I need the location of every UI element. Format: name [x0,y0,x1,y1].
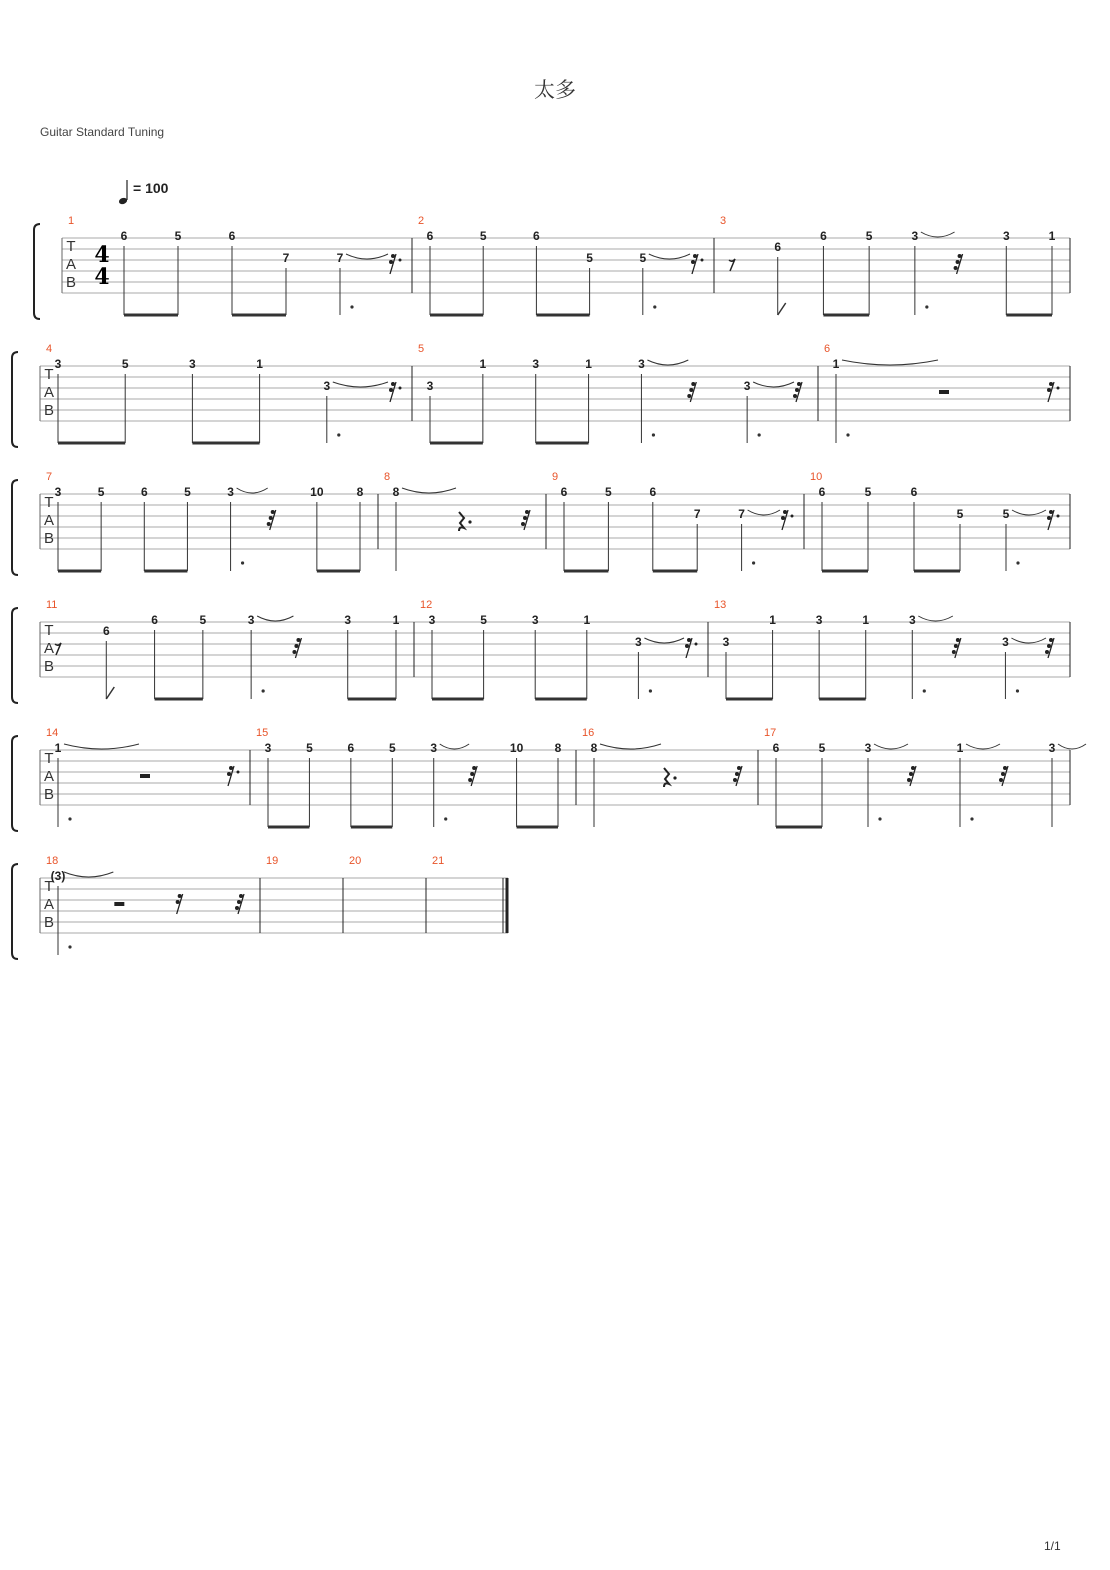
system-bracket [12,608,18,703]
duration-dot [652,433,655,436]
system-bracket [12,736,18,831]
rest-flag-dot [909,772,913,776]
tab-clef-letter: T [44,878,54,895]
fret-number: 5 [586,251,593,265]
duration-dot [878,817,881,820]
rest-flag-dot [687,394,691,398]
rest-flag-dot [952,650,956,654]
tab-clef-letter: T [44,494,54,511]
tab-clef-letter: A [43,640,55,657]
rest-flag-dot [472,766,476,770]
tie-arc [600,744,661,749]
rest-flag-dot [958,254,962,258]
fret-number: 3 [54,357,62,371]
rest-flag-dot [956,638,960,642]
tie-arc [440,744,469,749]
fret-number: 3 [743,379,751,393]
tab-clef-letter: B [43,914,55,931]
fret-number: 6 [910,485,918,499]
tie-arc [257,616,293,621]
fret-number: 1 [956,741,964,755]
rest-flag-dot [391,254,395,258]
duration-dot [1016,689,1019,692]
rest-flag-dot [292,650,296,654]
quarter-rest [459,512,464,531]
measure-number: 13 [714,599,727,611]
fret-number: 3 [635,635,642,649]
tie-arc [1011,638,1046,643]
tie-arc [874,744,908,749]
duration-dot [653,305,656,308]
duration-dot [241,561,244,564]
tab-clef-letter: B [65,274,77,291]
measure-number: 16 [582,727,595,739]
fret-number: 7 [282,251,290,265]
tuning-label: Guitar Standard Tuning [40,125,165,139]
tab-clef-letter: B [43,658,55,675]
fret-number: 5 [479,229,487,243]
rest-dot [399,259,402,262]
fret-number: 3 [864,741,872,755]
fret-number: 8 [392,485,400,499]
measure-number: 9 [552,471,559,483]
fret-number: 3 [428,613,436,627]
tab-system [34,215,1070,319]
tie-arc [918,616,953,621]
fret-number: 3 [908,613,916,627]
fret-number: 10 [310,485,324,499]
rest-flag-dot [691,260,695,264]
rest-flag-dot [1049,382,1053,386]
tab-clef-letter: B [43,530,55,547]
duration-dot [649,689,652,692]
rest-dot [695,643,698,646]
rest-dot [701,259,704,262]
fret-number: 7 [336,251,344,265]
rest-flag-dot [689,388,693,392]
rest-flag-dot [178,894,182,898]
half-rest [140,774,150,778]
rest-flag-dot [267,522,271,526]
fret-number: 3 [531,613,539,627]
rest-flag-dot [999,778,1003,782]
tab-clef-letter: A [43,384,55,401]
rest-flag-dot [691,382,695,386]
rest-flag-dot [737,766,741,770]
fret-number: 5 [121,357,129,371]
tab-clef-letter: T [44,366,54,383]
rest-flag-dot [1049,510,1053,514]
fret-number: 5 [1002,507,1010,521]
fret-number: 5 [480,613,487,627]
fret-number: 1 [1048,229,1056,243]
duration-dot [337,433,340,436]
fret-number: 3 [189,357,196,371]
fret-number: 1 [54,741,62,755]
measure-number: 18 [46,855,59,867]
fret-number: 1 [585,357,592,371]
note-flag [106,687,114,699]
duration-dot [752,561,755,564]
measure-number: 14 [46,727,59,739]
rest-flag-dot [229,766,233,770]
fret-number: 3 [815,613,823,627]
rest-flag-dot [1003,766,1007,770]
measure-number: 8 [384,471,391,483]
fret-number: 5 [174,229,182,243]
measure-number: 7 [46,471,53,483]
fret-number: 5 [956,507,964,521]
rest-flag-dot [1047,516,1051,520]
tie-arc [333,382,388,387]
fret-number: 3 [247,613,255,627]
tab-clef-letter: T [44,750,54,767]
fret-number: 3 [722,635,730,649]
fret-number: 3 [1002,635,1009,649]
tie-arc [748,510,780,515]
fret-number: 6 [120,229,128,243]
fret-number: 5 [818,741,826,755]
rest-flag-dot [1045,650,1049,654]
rest-flag-dot [271,510,275,514]
tie-arc [644,638,684,643]
rest-flag-dot [237,900,241,904]
fret-number: 3 [532,357,540,371]
fret-number: 1 [479,357,487,371]
rest-dot [1057,387,1060,390]
rest-flag-dot [1001,772,1005,776]
fret-number: 6 [774,240,782,254]
fret-number: 3 [227,485,234,499]
duration-dot [925,305,928,308]
rest-flag-dot [294,644,298,648]
fret-number: 7 [693,507,701,521]
time-signature-top: 4 [94,242,110,268]
rest-flag-dot [239,894,243,898]
fret-number: 5 [97,485,105,499]
fret-number: 5 [184,485,191,499]
fret-number: 3 [1002,229,1010,243]
fret-number: 6 [228,229,236,243]
fret-number: 3 [430,741,438,755]
rest-flag-dot [954,266,958,270]
fret-number: 3 [638,357,645,371]
note-flag [778,303,786,315]
rest-dot [673,776,676,779]
tie-arc [966,744,1000,749]
rest-flag-dot [523,516,527,520]
fret-number: 6 [151,613,158,627]
tab-clef-letter: T [44,622,54,639]
rest-dot [791,515,794,518]
fret-number: 3 [426,379,434,393]
tab-system [12,727,1086,831]
duration-dot [68,945,71,948]
fret-number: 8 [356,485,364,499]
tie-arc [1012,510,1046,515]
tab-system [12,471,1070,575]
rest-flag-dot [956,260,960,264]
fret-number: 6 [140,485,148,499]
measure-number: 12 [420,599,433,611]
rest-flag-dot [176,900,180,904]
fret-number: 3 [264,741,272,755]
fret-number: 6 [347,741,355,755]
tab-clef-letter: B [43,786,55,803]
eighth-rest [55,643,61,655]
rest-flag-dot [1047,388,1051,392]
measure-number: 10 [810,471,823,483]
tab-clef-letter: A [43,896,55,913]
fret-number: 6 [818,485,826,499]
fret-number: 5 [388,741,396,755]
fret-number: 6 [820,229,827,243]
measure-number: 11 [46,599,58,611]
fret-number: 5 [306,741,313,755]
system-bracket [34,224,40,319]
rest-flag-dot [954,644,958,648]
tie-arc [921,232,955,237]
fret-number: 5 [605,485,612,499]
rest-flag-dot [1047,644,1051,648]
fret-number: 3 [1048,741,1056,755]
tie-arc [346,254,388,259]
half-rest [114,902,124,906]
fret-number: 5 [865,229,873,243]
tab-clef-letter: B [43,402,55,419]
rest-flag-dot [389,388,393,392]
fret-number: 3 [54,485,62,499]
rest-flag-dot [907,778,911,782]
fret-number: 6 [649,485,657,499]
duration-dot [923,689,926,692]
fret-number: 3 [323,379,331,393]
fret-number: 5 [864,485,872,499]
fret-number: 6 [426,229,434,243]
fret-number: 6 [533,229,540,243]
quarter-rest [664,768,669,787]
rest-dot [468,520,471,523]
tie-arc [842,360,938,365]
duration-dot [444,817,447,820]
fret-number: 10 [509,741,524,755]
rest-flag-dot [389,260,393,264]
tie-arc [402,488,456,493]
fret-number: 6 [772,741,780,755]
rest-flag-dot [227,772,231,776]
rest-flag-dot [269,516,273,520]
fret-number: 1 [256,357,263,371]
measure-number: 1 [68,215,75,227]
rest-flag-dot [521,522,525,526]
rest-flag-dot [468,778,472,782]
fret-number: 8 [554,741,562,755]
duration-dot [758,433,761,436]
rest-flag-dot [685,644,689,648]
rest-flag-dot [235,906,239,910]
rest-flag-dot [470,772,474,776]
measure-number: 3 [720,215,727,227]
tab-clef-letter: A [43,512,55,529]
measure-number: 21 [432,855,445,867]
system-bracket [12,864,18,959]
tempo-value: = 100 [133,180,169,196]
measure-number: 6 [824,343,831,355]
measure-number: 5 [418,343,425,355]
system-bracket [12,352,18,447]
measure-number: 15 [256,727,269,739]
rest-flag-dot [735,772,739,776]
rest-dot [1057,515,1060,518]
measure-number: 17 [764,727,777,739]
tie-arc [649,254,690,259]
rest-flag-dot [296,638,300,642]
fret-number: 1 [769,613,776,627]
tie-arc [64,744,139,749]
system-bracket [12,480,18,575]
rest-dot [399,387,402,390]
fret-number: 6 [102,624,110,638]
rest-flag-dot [797,382,801,386]
duration-dot [68,817,71,820]
duration-dot [1016,561,1019,564]
duration-dot [970,817,973,820]
duration-dot [350,305,353,308]
rest-flag-dot [693,254,697,258]
fret-number: 8 [590,741,598,755]
measure-number: 2 [418,215,425,227]
half-rest [939,390,949,394]
duration-dot [262,689,265,692]
fret-number: 3 [344,613,352,627]
tie-arc [753,382,794,387]
measure-number: 4 [46,343,53,355]
fret-number: 1 [583,613,591,627]
rest-flag-dot [525,510,529,514]
rest-flag-dot [391,382,395,386]
tab-system [12,855,508,959]
tie-arc [647,360,688,365]
time-signature-bottom: 4 [94,264,110,290]
tab-system [12,343,1070,447]
fret-number: 3 [911,229,919,243]
rest-flag-dot [1049,638,1053,642]
measure-number: 19 [266,855,279,867]
tab-system [12,599,1070,703]
rest-flag-dot [687,638,691,642]
tab-clef-letter: T [66,238,76,255]
rest-flag-dot [795,388,799,392]
score-title: 太多 [534,78,576,102]
page-number: 1/1 [1044,1539,1061,1553]
tab-clef-letter: A [43,768,55,785]
tie-arc [237,488,268,493]
eighth-rest [729,259,735,271]
rest-flag-dot [793,394,797,398]
fret-number: 7 [738,507,745,521]
fret-number: 1 [392,613,400,627]
tie-arc [1058,744,1086,749]
fret-number: 6 [560,485,568,499]
duration-dot [846,433,849,436]
tie-arc [64,872,113,877]
rest-flag-dot [781,516,785,520]
fret-number: (3) [50,869,66,883]
rest-flag-dot [733,778,737,782]
fret-number: 1 [832,357,840,371]
measure-number: 20 [349,855,362,867]
tab-clef-letter: A [65,256,77,273]
rest-flag-dot [783,510,787,514]
fret-number: 1 [862,613,870,627]
rest-flag-dot [911,766,915,770]
fret-number: 5 [199,613,207,627]
rest-dot [237,771,240,774]
fret-number: 5 [639,251,647,265]
